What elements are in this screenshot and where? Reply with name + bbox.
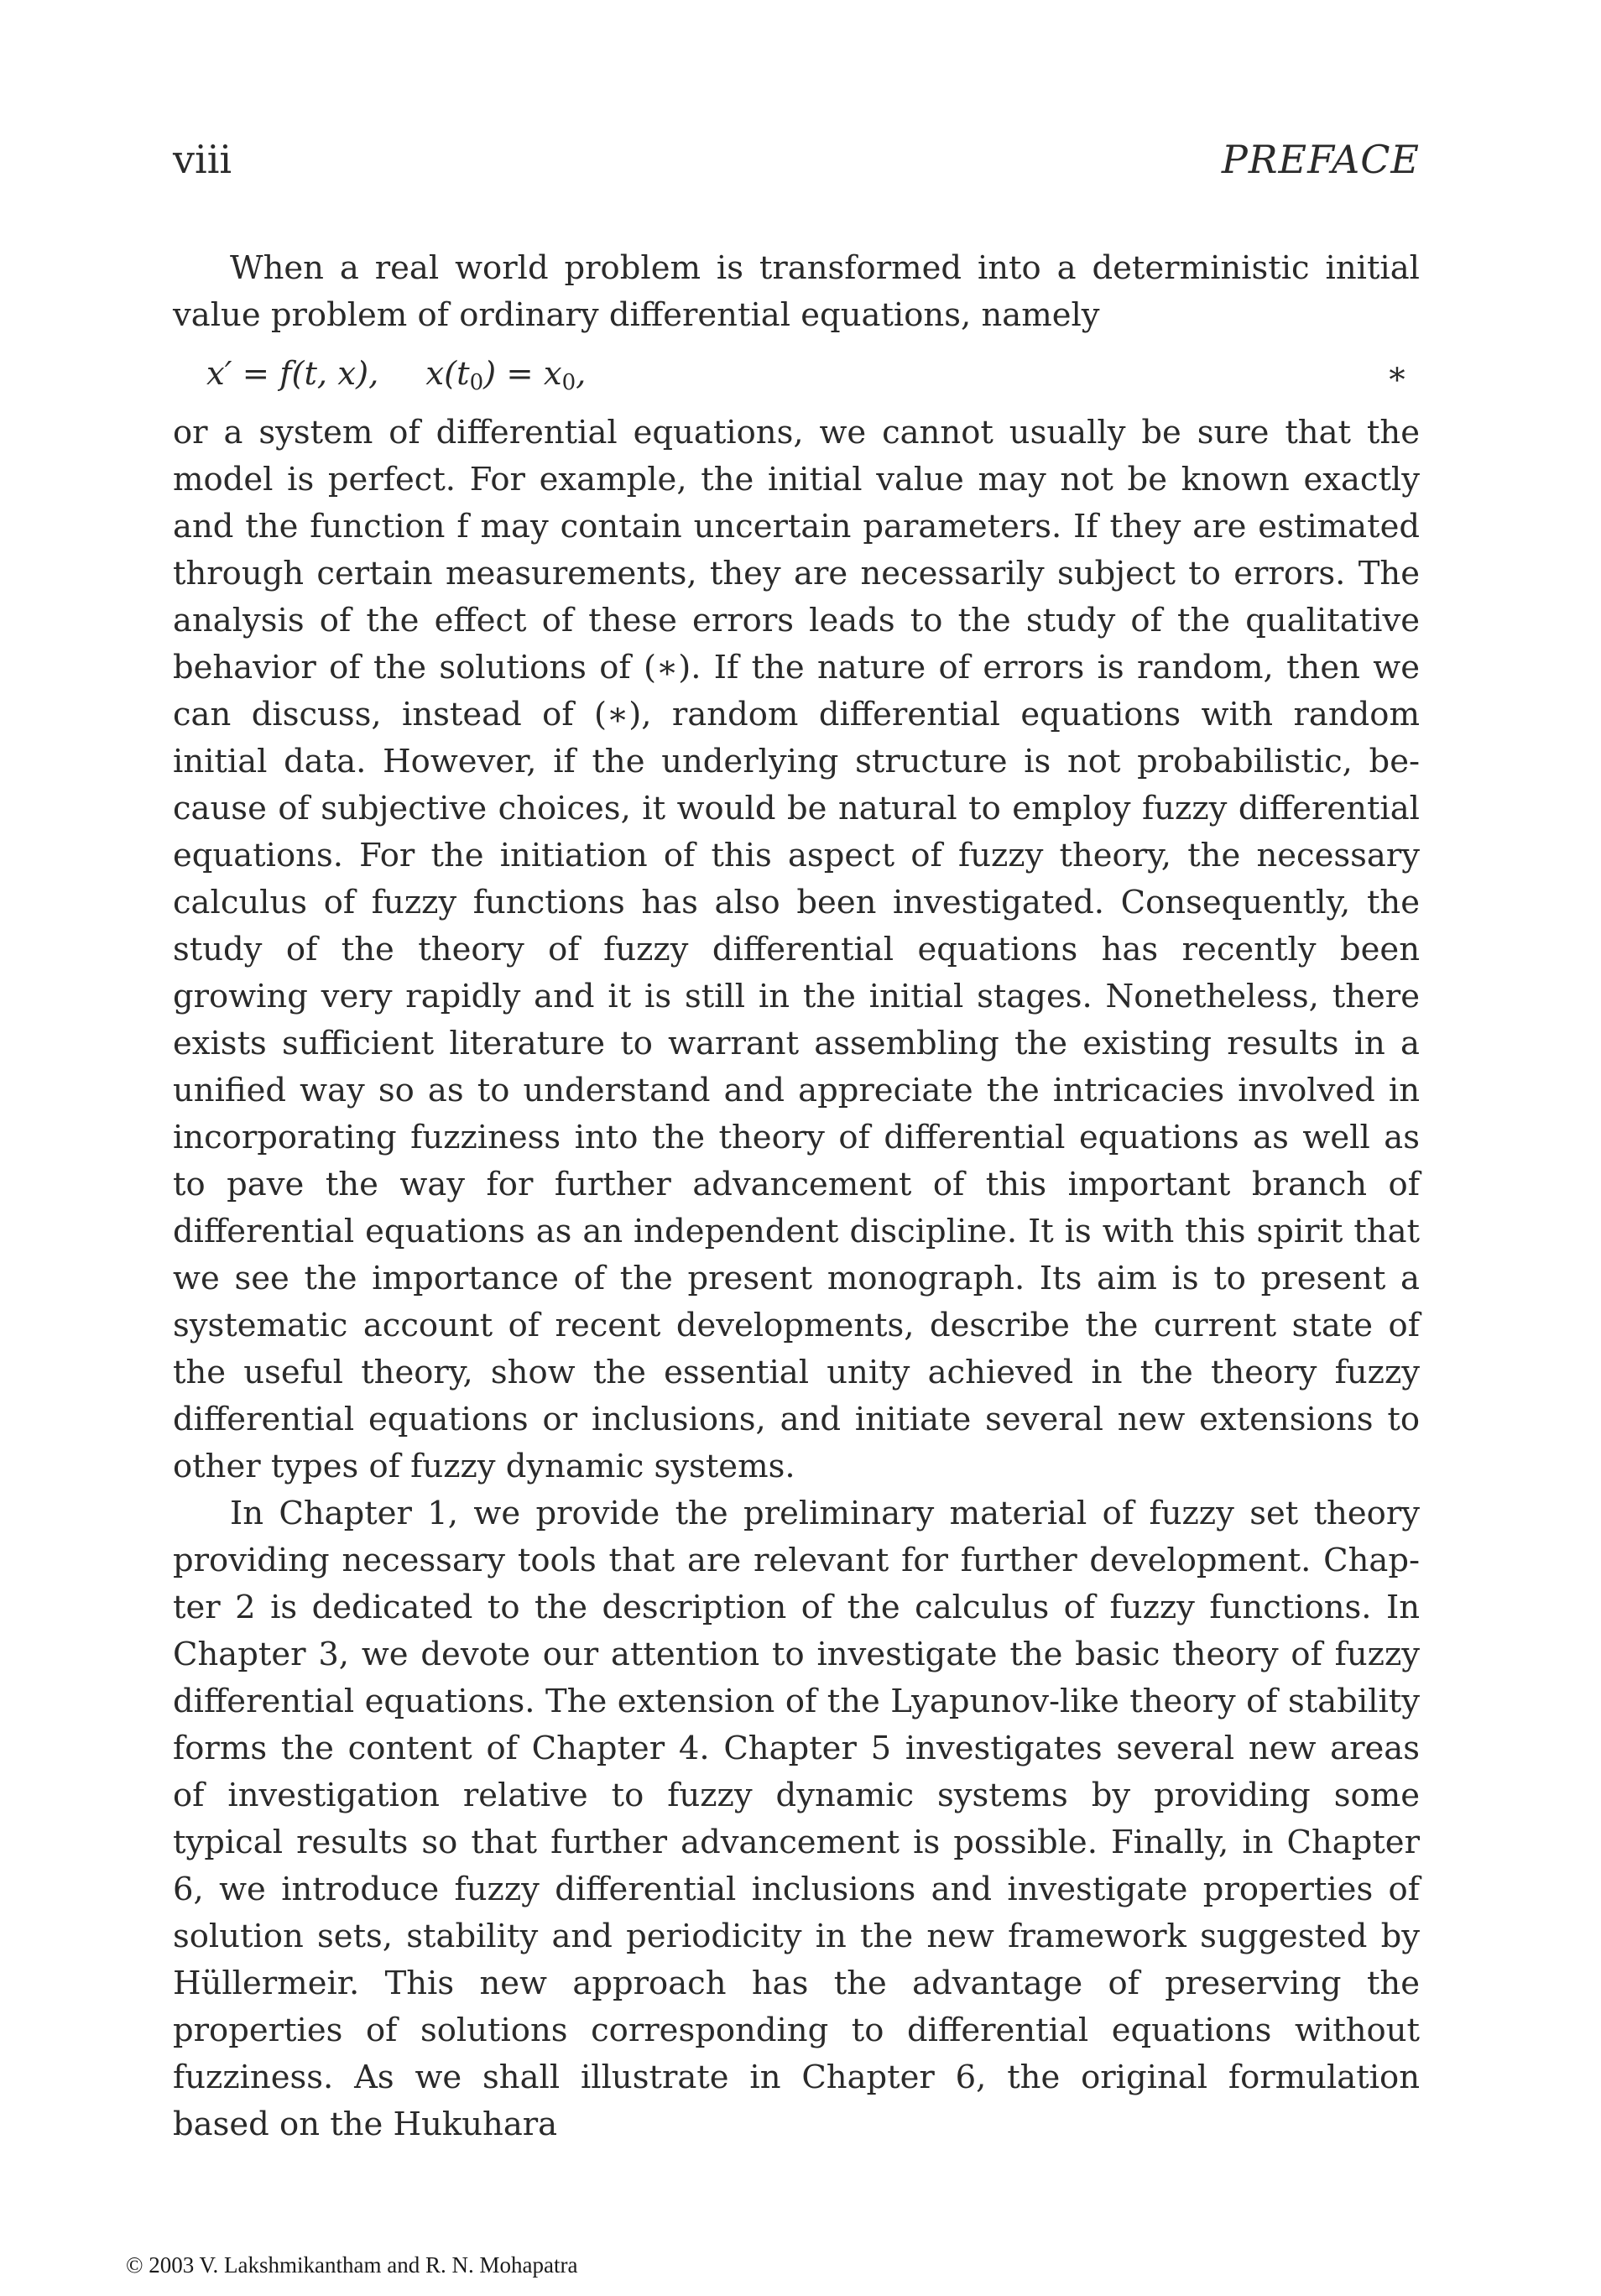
paragraph-intro: When a real world problem is transformed into a deterministic initial value problem of ordinary differential equations, namely — [173, 249, 1420, 334]
equation-ic-mid: ) = x — [483, 355, 562, 393]
equation-ic-left: x(t — [425, 355, 470, 393]
equation-formula — [206, 351, 586, 406]
body-text — [173, 245, 1420, 2148]
equation-ode: x′ = f(t, x), — [206, 355, 379, 393]
copyright-footer: © 2003 V. Lakshmikantham and R. N. Mohapatra — [126, 2252, 578, 2278]
equation-ic-end: , — [576, 355, 587, 393]
paragraph-2: In Chapter 1, we provide the preliminary material of fuzzy set theory providing necessary tools that are relevant for further development. Chapter 2 is dedicated to the description of the calculus of fuzzy functions. In Chapter 3, we devote our attention to investigate the basic theory of fuzzy differential equations. The extension of the Lyapunov-like theory of stability forms the content of Chapter 4. Chapter 5 investigates several new areas of investigation relative to fuzzy dynamic systems by providing some typical results so that further advancement is possible. Finally, in Chapter 6, we introduce fuzzy differential inclusions and investigate properties of solution sets, stability and periodicity in the new framework suggested by Hüllermeir. This new approach has the advantage of preserving the properties of solutions corresponding to differential equations without fuzziness. As we shall illustrate in Chapter 6, the original formulation based on the Hukuhara — [173, 1495, 1420, 2143]
paragraph-1-continued: or a system of differential equations, we cannot usually be sure that the model is perfect. For example, the initial value may not be known exactly and the function f may contain uncertain parameters. If they are estimated through certain measurements, they are necessarily subject to errors. The analysis of the effect of these errors leads to the study of the qualitative behavior of the solutions of (∗). If the nature of errors is random, then we can discuss, instead of (∗), random differential equations with random initial data. However, if the underlying structure is not probabilistic, because of subjective choices, it would be natural to employ fuzzy differential equations. For the initiation of this aspect of fuzzy theory, the necessary calculus of fuzzy functions has also been investigated. Consequently, the study of the theory of fuzzy differential equations has recently been growing very rapidly and it is still in the initial stages. Nonetheless, there exists sufficient literature to warrant assembling the existing results in a unified way so as to understand and appreciate the intricacies involved in incorporating fuzziness into the theory of differential equations as well as to pave the way for further advancement of this important branch of differential equations as an independent discipline. It is with this spirit that we see the importance of the present monograph. Its aim is to present a systematic account of recent developments, describe the current state of the useful theory, show the essential unity achieved in the theory fuzzy differential equations or inclusions, and initiate several new extensions to other types of fuzzy dynamic systems. — [173, 414, 1420, 1485]
equation-tag: ∗ — [1385, 355, 1408, 393]
page-number: viii — [173, 137, 232, 182]
equation-sub-t0: 0 — [469, 370, 484, 395]
display-equation — [173, 339, 1420, 410]
equation-sub-x0: 0 — [561, 370, 576, 395]
running-title: PREFACE — [1221, 137, 1420, 182]
